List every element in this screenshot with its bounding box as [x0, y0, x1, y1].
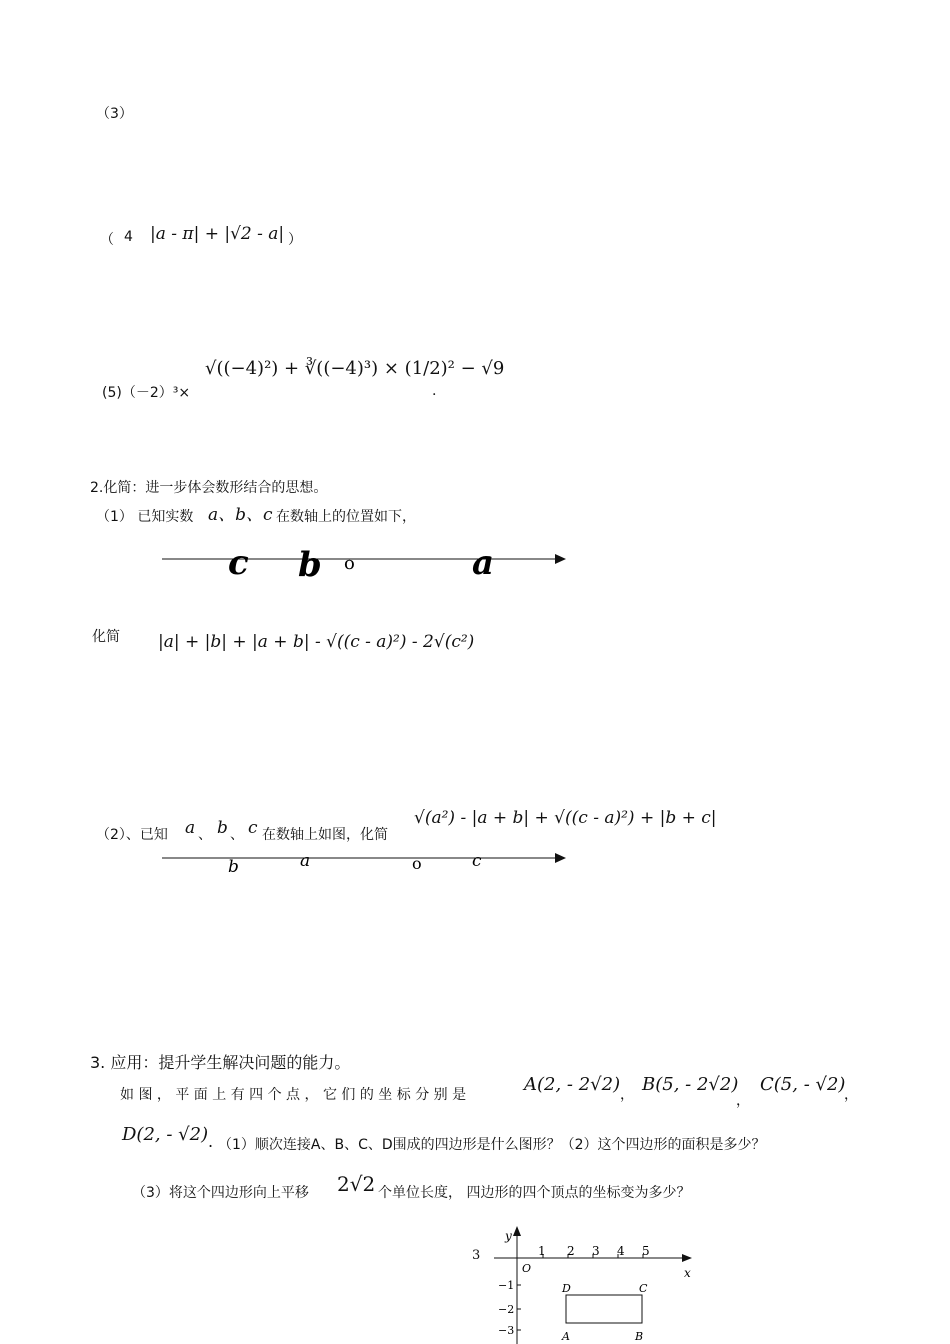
problem3-shift-amount: 2√2 [337, 1172, 376, 1196]
vertex-label-b: B [635, 1330, 644, 1343]
number-line-1-label-c: c [228, 543, 249, 583]
problem3-question-3-prefix: （3）将这个四边形向上平移 [132, 1185, 309, 1201]
x-tick-label-2: 2 [567, 1244, 575, 1258]
x-axis-arrow [682, 1254, 692, 1262]
problem2-sub1-suffix: 在数轴上的位置如下， [276, 509, 416, 525]
y-axis-arrow [513, 1226, 521, 1236]
item5-prefix: (5)（－2）³× [102, 385, 191, 401]
number-line-1 [150, 540, 580, 590]
item4-label-open: （ [100, 232, 114, 248]
point-d-coordinates: D(2, - √2) [122, 1124, 209, 1145]
y-tick-label-3: −3 [498, 1324, 515, 1337]
point-a-coordinates: A(2, - 2√2) [524, 1074, 621, 1095]
item3-label: （3） [96, 106, 133, 122]
y-tick-label-2: −2 [498, 1303, 515, 1316]
problem3-questions-1-2: （1）顺次连接A、B、C、D围成的四边形是什么图形？（2）这个四边形的面积是多少？ [218, 1137, 766, 1153]
x-tick-label-3: 3 [592, 1244, 600, 1258]
problem2-sub2-expression: √(a²) - |a + b| + √((c - a)²) + |b + c| [414, 808, 717, 828]
comma-2: ， [736, 1093, 750, 1109]
item5-expression: √((−4)²) + ∛((−4)³) × (1/2)² − √9 [205, 358, 505, 379]
vertex-label-d: D [562, 1282, 571, 1295]
point-c-coordinates: C(5, - √2) [760, 1074, 846, 1095]
simplify-label: 化简 [92, 629, 120, 645]
y-tick-label-1: −1 [498, 1279, 515, 1292]
coordinate-graph [488, 1224, 703, 1344]
figure-number: 3 [472, 1248, 481, 1263]
problem2-sub2-var-b: b [217, 818, 228, 838]
quadrilateral-abcd [566, 1295, 642, 1323]
x-tick-label-4: 4 [617, 1244, 625, 1258]
problem2-sub1-prefix: （1） 已知实数 [96, 509, 194, 525]
number-line-2-arrow [555, 853, 566, 863]
problem2-sub2-prefix: （2）、已知 [96, 827, 168, 843]
number-line-2-label-c: c [472, 851, 482, 871]
y-axis-label: y [505, 1229, 512, 1243]
y-ticks [498, 1279, 521, 1337]
number-line-1-label-b: b [298, 545, 322, 585]
item5-suffix: . [432, 383, 437, 399]
problem2-sub1-vars: a、b、c [208, 505, 273, 525]
item4-number: 4 [124, 229, 133, 245]
problem3-intro: 如 图 ， 平 面 上 有 四 个 点 ， 它 们 的 坐 标 分 别 是 [120, 1087, 467, 1103]
x-ticks [538, 1244, 650, 1258]
number-line-2-label-b: b [228, 857, 239, 877]
number-line-1-arrow [555, 554, 566, 564]
item4-expression: |a - π| + |√2 - a| [150, 224, 285, 244]
problem2-sub2-sep-1: 、 [198, 827, 212, 843]
problem2-sub2-var-c: c [248, 818, 258, 838]
problem3-question-3-suffix: 个单位长度， 四边形的四个顶点的坐标变为多少？ [378, 1185, 691, 1201]
problem2-sub1-expression: |a| + |b| + |a + b| - √((c - a)²) - 2√(c²) [158, 632, 475, 652]
problem2-sub2-suffix: 在数轴上如图，化简 [262, 827, 388, 843]
vertex-label-c: C [639, 1282, 648, 1295]
problem2-sub2-var-a: a [185, 818, 196, 838]
number-line-1-label-o: o [344, 553, 355, 574]
comma-1: ， [620, 1087, 634, 1103]
period: . [208, 1132, 214, 1151]
point-b-coordinates: B(5, - 2√2) [642, 1074, 739, 1095]
item4-label-close: ） [288, 232, 302, 248]
problem2-sub2-sep-2: 、 [230, 827, 244, 843]
vertex-label-a: A [562, 1330, 570, 1343]
problem2-heading: 2.化简：进一步体会数形结合的思想。 [90, 480, 328, 496]
x-axis-label: x [684, 1266, 691, 1280]
number-line-1-label-a: a [472, 543, 495, 583]
x-tick-label-5: 5 [642, 1244, 650, 1258]
number-line-2-label-o: o [412, 854, 422, 873]
problem3-heading: 3. 应用：提升学生解决问题的能力。 [90, 1053, 351, 1072]
comma-3: ， [844, 1087, 858, 1103]
number-line-2-label-a: a [300, 851, 311, 871]
x-tick-label-1: 1 [538, 1244, 546, 1258]
origin-label: O [522, 1262, 532, 1275]
number-line-2 [150, 844, 580, 880]
